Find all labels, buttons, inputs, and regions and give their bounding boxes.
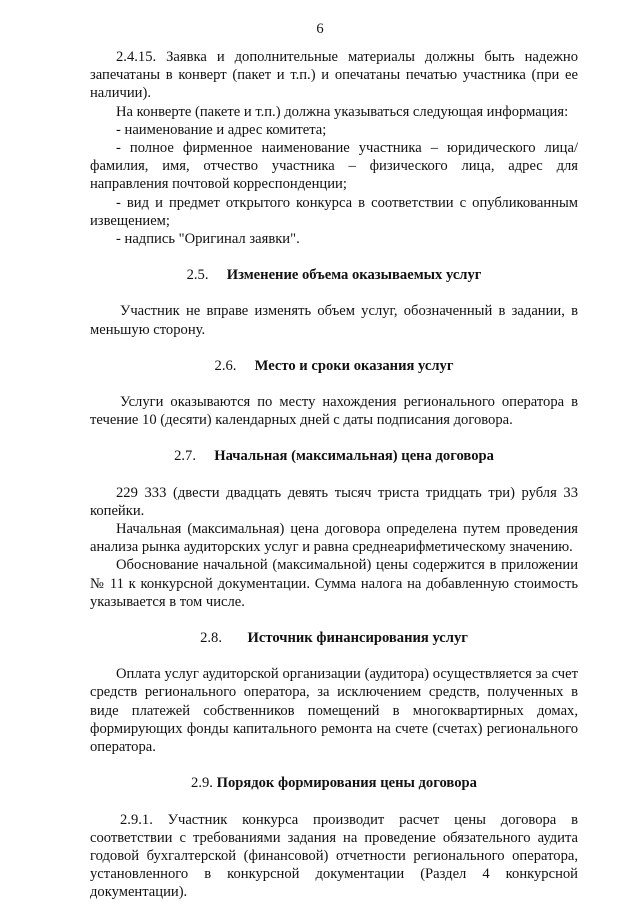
- heading-2-5-title: Изменение объема оказываемых услуг: [226, 267, 482, 284]
- list-item-committee: - наименование и адрес комитета;: [116, 121, 327, 138]
- paragraph-2-9-1: 2.9.1. Участник конкурса производит расчет цены договора в соответствии с требованиями задания на проведение обязательного аудита годовой бухгалтерской (финансовой) отчетности регионального оператора, установленного в конкурсной документации (Раздел 4 конкурсной документации).: [90, 811, 578, 901]
- heading-2-7-number: 2.7.: [174, 448, 196, 465]
- page-number: 6: [316, 21, 324, 37]
- list-item-participant-name: - полное фирменное наименование участника – юридического лица/фамилия, имя, отчество участника – физического лица, адрес для направления почтовой корреспонденции;: [90, 140, 578, 193]
- paragraph-financing: Оплата услуг аудиторской организации (аудитора) осуществляется за счет средств регионального оператора, за исключением средств, полученных в виде платежей собственников помещений в многоквартирных домах, формирующих фонды капитального ремонта на счете (счетах) регионального оператора.: [90, 666, 578, 756]
- heading-2-9: [90, 774, 578, 792]
- heading-2-6: [90, 357, 578, 375]
- paragraph-envelope-info: На конверте (пакете и т.п.) должна указываться следующая информация:: [116, 103, 569, 120]
- list-item-original-label: - надпись "Оригинал заявки".: [116, 231, 300, 248]
- paragraph-volume: Участник не вправе изменять объем услуг, обозначенный в задании, в меньшую сторону.: [90, 303, 578, 338]
- paragraph-price-amount: 229 333 (двести двадцать девять тысяч триста тридцать три) рубля 33 копейки.: [90, 484, 578, 519]
- heading-2-9-title: Порядок формирования цены договора: [216, 775, 477, 792]
- heading-2-8: [90, 629, 578, 647]
- heading-2-8-title: Источник финансирования услуг: [247, 630, 468, 647]
- page-content: [90, 48, 578, 902]
- paragraph-price-method: Начальная (максимальная) цена договора определена путем проведения анализа рынка аудиторских услуг и равна среднеарифметическому значению.: [90, 521, 578, 556]
- paragraph-place-terms: Услуги оказываются по месту нахождения регионального оператора в течение 10 (десяти) календарных дней с даты подписания договора.: [90, 394, 578, 429]
- heading-2-6-number: 2.6.: [214, 357, 237, 374]
- heading-2-7: [90, 447, 578, 465]
- heading-2-9-number: 2.9.: [191, 775, 213, 792]
- heading-2-8-number: 2.8.: [200, 630, 222, 647]
- heading-2-6-title: Место и сроки оказания услуг: [254, 357, 454, 374]
- list-item-contest-subject: - вид и предмет открытого конкурса в соответствии с опубликованным извещением;: [90, 194, 578, 229]
- heading-2-5-number: 2.5.: [186, 267, 209, 284]
- heading-2-5: [90, 266, 578, 284]
- paragraph-price-justification: Обоснование начальной (максимальной) цены содержится в приложении № 11 к конкурсной документации. Сумма налога на добавленную стоимость указывается в том числе.: [90, 557, 578, 610]
- paragraph-2-4-15: 2.4.15. Заявка и дополнительные материалы должны быть надежно запечатаны в конверт (пакет и т.п.) и опечатаны печатью участника (при ее наличии).: [90, 49, 578, 102]
- heading-2-7-title: Начальная (максимальная) цена договора: [214, 448, 494, 465]
